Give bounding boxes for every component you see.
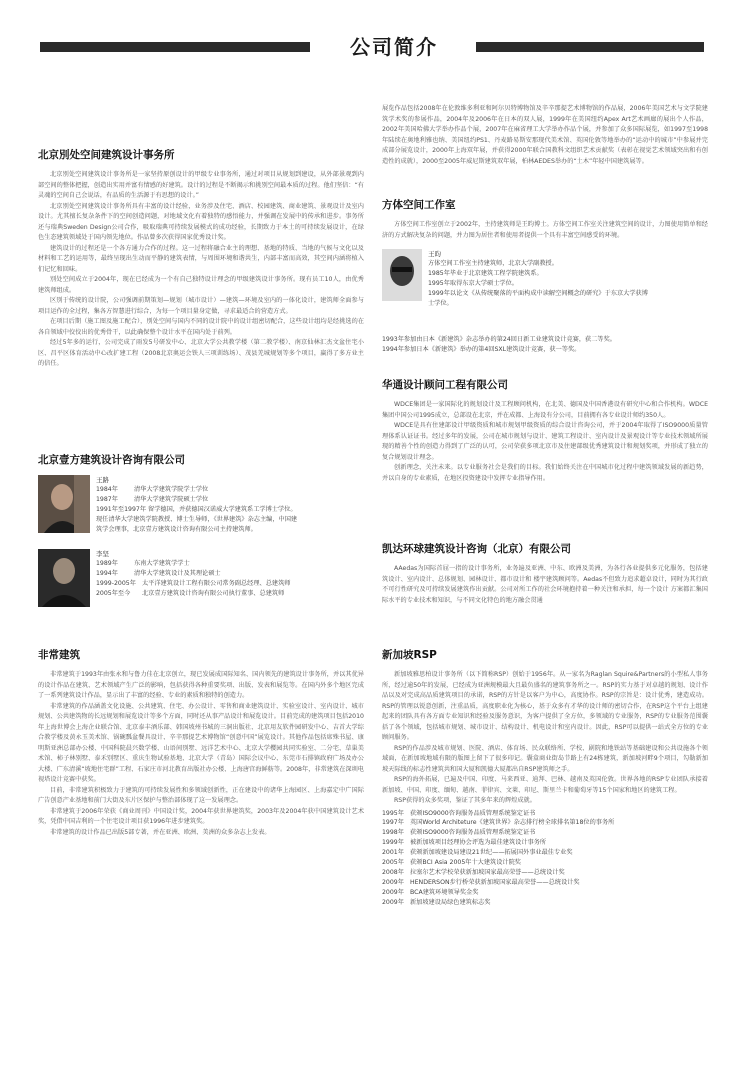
person-photo (38, 549, 90, 607)
person-name: 李坚 (96, 550, 109, 558)
section-bj (38, 148, 364, 370)
section-fangti: 方体空间工作室 方体空间工作室创立于2002年，主持建筑师是王昀博士。方体空间工作室关注建筑空间的设计，力图使用简单和经济的方式解决复杂的问题，并力图为居住者和使用者提供一个具有丰富空间感受的环境。 王昀 方体空间工作室主持建筑师，北京大学副教授。 1985年毕业于北京建筑工程学院建筑系。 1995年取得东京大学硕士学位。 1999年以论文《从传统聚落的平面构成中读解空间概念的研究》于东京大学获博 士学位。 1993年参加由日本《新建筑》杂志举办的第24回日新工业建筑设计竞赛，获二等奖。 1994年参加日本《新建筑》举办的第4回SXL建筑设计竞赛，获一等奖。 (382, 199, 708, 353)
award-item: 2008年 拉塞尔艺术学校荣获新加坡国家最高荣誉——总统设计奖 (382, 868, 565, 876)
paragraph: 目前，非常建筑积极致力于建筑的可持续发展性和多领域创新性，正在建设中的诸华上海园区、上海嘉定中广国际广告创意产业基地和前门大街及东片区保护与整治部体现了这一发展理念。 (38, 786, 364, 804)
award-item: 2005年 获颁BCI Asia 2005年十大建筑设计院奖 (382, 859, 521, 867)
portrait-image (382, 249, 422, 301)
header-bar-right (476, 42, 704, 52)
paragraph: 北京別处空间建筑设计事务所是一家坚持原创设计的甲级专业事务所，通过对项目从规划到建设，从外部景观到内部空间的整体把握，创造出实用并富有情感的好建筑。设计的过程是不断揭示和挑别空间最本质的过程。他们坚信：“有灵魂的空间自己会说话，有品质的生活源于有思想的设计。” (38, 171, 364, 199)
paragraph: 非常建筑的设计作品已出版5部专著，并在亚洲、欧洲、美洲的众多杂志上发表。 (50, 828, 271, 836)
award-item: 1997年 英国World Architeture《建筑世界》杂志排行榜全球排名第18位的事务所 (382, 819, 615, 827)
paragraph: 新加坡雅思柏设计事务所（以下简称RSP）创始于1956年。从一家名为Raglan Squire&Partners的小型私人事务所，经过逾50年的发展，已经成为亚洲规模最大且最负盛名的建筑事务所之一。RSP的实力基于对卓越的规划、设计作品以及对完成高品质建筑项目的承诺，RSP的方针是以客户为中心，高度协作。RSP的宗旨是：设计优秀，建造成功。RSP的管理以锐意创新，注重品质，高度职业化为核心，基于众多有才华的设计师的密切合作，在RSP这个平台上组建起来的团队具有各方面专业知识和经验及服务意识，为客户提供了全方位，多领域的专业服务，RSP的专业服务范围囊括了各个领域，包括城市规划、城市设计、结构设计、机电设计和室内设计。因此，RSP可以提供一站式全方位的专业顾问服务。 (382, 671, 708, 741)
paragraph: RSP的作品涉及城市规划、医院、酒店、体育场、民众联络所、学校、剧院和地铁站等基础建设和公共设施各个领域面，在新加坡地域有限的版图上留下了很多印记。囊盒商业街岛节路上有24栋建筑，新加坡河畔9个项目，勾勒新加坡天际线的标志性建筑共和国大厦和凯德大厦都出自RSP建筑师之手。 (382, 744, 708, 773)
section-heading: 北京別处空间建筑设计事务所 (38, 149, 175, 161)
paragraph: RSP获得的众多奖项，鉴证了其多年来的辉煌成就。 (394, 797, 536, 804)
section-heading: 北京壹方建筑设计咨询有限公司 (38, 454, 185, 466)
section-heading: 凯达环球建筑设计咨询（北京）有限公司 (382, 543, 571, 555)
paragraph: 在项目后期（施工图及施工配合），別处空间与国内不同的设计院中的设计组密切配合，这些设计组均是经挑选的在各自领域中佼佼出的优秀骨干，以此确保整个设计水平在国内处于前列。 (38, 318, 364, 336)
award-item: 1998年 获颁ISO9000咨询服务品质管理系统鉴定证书 (382, 829, 536, 837)
paragraph: 区别于传统的设计院，公司强调前期策划—规划（城市设计）—建筑—环境及室内的一体化设计，建筑师全面参与项目运作的全过程，集各方智慧进行综合，为每一个项目量身定做，寻求最适合的营造方式。 (38, 297, 364, 315)
section-heading: 新加坡RSP (382, 649, 437, 661)
paragraph: WDCE是具有住建部设计甲级资质和城市规划甲级资质的综合设计咨询公司，并于2004年取得了ISO9000质量管理体系认证证书。经过多年的发展，公司在城市规划与设计、建筑工程设计、室内设计及景观设计等专业技术领域所展现的精善个性的创造力得到了广泛的认可，公司荣获多项北京市及住建部级优秀建筑设计和规划奖项，并形成了独立的复合规划设计理念。 (382, 422, 708, 461)
paragraph: 非常建筑于2006年荣获《商业周刊》中国设计奖，2004年获世界建筑奖，2003年及2004年获中国建筑设计艺术奖，凭借中国吉利的一个住宅设计项目获1996年进步建筑奖。 (38, 807, 364, 825)
person-photo (38, 475, 90, 533)
section-heading: 方体空间工作室 (382, 199, 456, 211)
paragraph: AAedas为国际首屈一指的设计事务所，业务遍及亚洲、中东、欧洲及美洲，为各行各业提供多元化服务，包括建筑设计、室内设计、总体规划、园林设计、都市设计和 楼宇建筑顾问等。Aedas不但致力追求超卓设计，同时为其行政不可行性研究及可持续发展建筑作出贡献。公司对所工作的社会环境抱持着一种关注和承担，每一个设计 方案都汇集国际水平的专业技术和知识，与不同文化特色的地方融会贯通 (382, 565, 708, 604)
section-wdce (382, 378, 708, 484)
award-item: 1995年 获颁ISO9000咨询服务品质管理系统鉴定证书 (382, 809, 536, 817)
page-header (40, 34, 704, 60)
header-bar-left (40, 42, 310, 52)
section-yihao (38, 453, 364, 617)
award-item: 2009年 HENDERSON步行桥荣获新加坡国家最高荣誉——总统设计奖 (382, 878, 580, 886)
section-rsp (382, 648, 708, 908)
person-photo (382, 249, 422, 301)
award-item: 1999年 被新加坡项目经理协会评选为最佳建筑设计事务所 (382, 839, 547, 847)
section-fc (38, 648, 364, 838)
page-title: 公司简介 (350, 35, 438, 59)
paragraph: 建筑设计的过程还是一个各方通力合作的过程。这一过程将融合业主的理想、基地的特质、当地的气候与文化以及材料和工艺的运用等，最终呈现出生动而平静的建筑表情，与周围环境和谐共生，内部丰富而高效，其空间内涵将植入们记忆和回味。 (38, 244, 364, 273)
award-item: 2009年 新加坡建设局绿色建筑标志奖 (382, 898, 491, 906)
person-name: 王昀 (428, 250, 441, 258)
section-heading: 非常建筑 (38, 649, 80, 661)
paragraph: 別处空间成立于2004年，现在已经成为一个有自己独特设计理念的甲级建筑设计事务所。现有员工10人，由优秀建筑师组成。 (38, 276, 364, 294)
awards-list (382, 809, 708, 908)
paragraph: 非常建筑于1993年由张永和与鲁力佳在北京创立，现已发展成国际知名、国内领先的建筑设计事务所，并以其优异的设计作品在建筑、艺术领域产生广泛的影响，包括获得各种重要奖项、出版、发表和展览等。在国内外多个地区完成了一系列建筑设计作品，显示出了丰富的经验、专业的素质和独特的创造力。 (38, 671, 364, 699)
award-item: 2009年 BCA建筑环境领导奖金奖 (382, 888, 479, 896)
paragraph: 北京別处空间建筑设计事务所具有丰富的设计经验，业务涉及住宅、酒店、校园建筑、商业建筑、景观设计及室内设计。尤其擅长复杂条件下的空间创造问题，对地域文化有着独特的感悟能力，并强调在发展中的传承和进步。事务所还与瑞典Sweden Design公司合作，吸取瑞典可持续发展模式的成功经验，长期致力于本土的可持续发展设计，在绿色生态建筑领域处于国内领先地位。作品曾多次获得国家优秀设计奖。 (38, 202, 364, 241)
paragraph: 方体空间工作室创立于2002年，主持建筑师是王昀博士。方体空间工作室关注建筑空间的设计，力图使用简单和经济的方式解决复杂的问题，并力图为居住者和使用者提供一个具有丰富空间感受的环境。 (382, 221, 708, 239)
award-item: 2001年 获颁新加坡建设局建设21世纪——拓展国外事业最佳专业奖 (382, 849, 573, 857)
person-name: 王路 (96, 476, 109, 484)
paragraph: 展览作品包括2008年在伦敦维多利亚和阿尔贝特博物馆及辛辛那提艺术博物馆的作品展，2006年美国艺术与文学院建筑学术奖的参展作品，2004年及2006年在日本的双人展，1999年在美国纽约Apex Art艺术画廊的展出个人作品，2002年美国哈佛大学举办作品个展，2007年在麻省理工大学举办作品个展，并参加了众多国际展览，如1997至1998年陆续在奥地利雅也纳、美国纽约PS1、丹麦路易斯安那现代美术馆、英国伦敦等地举办的“运动中的城市”中参展并完成部分展览设计，2000年上海双年展，并获得2000年联合国教科文组织艺术贡献奖（表彰在视觉艺术领域突出和有创造性的成就），2000至2005年威尼斯建筑双年展，柏林AEDES举办的“土木”年轻中国建筑展等。 (382, 105, 708, 165)
person-lijian: 李坚 1989年 东南大学建筑学学士 1994年 清华大学建筑设计及其理论硕士 1999-2005年 太平洋建筑设计工程有限公司常务副总经理、总建筑师 2005年至今 北京壹方建筑设计咨询有限公司执行董事、总建筑师 (38, 549, 364, 611)
paragraph: WDCE集团是一家国际化的规划设计及工程顾问机构，在北美、德国及中国香港设有研究中心和合作机构。WDCE集团中国公司1995成立，总部设在北京，并在成都、上海设有分公司，目前拥有各专业设计师约350人。 (382, 401, 708, 419)
paragraph: 非常建筑的作品涵盖文化设施、公共建筑、住宅、办公设计、零售和商业建筑设计、实验室设计、室内设计、城市规划、公共建筑物的长远规划和展览设计等多个方面，同时还从事产品设计和展览设计。目前完成的建筑项目包括2010年上海世博会上海企业联合馆、北京泰丰酒乐部、韩国坡州书城的三洞出版社、北京用友软件园研发中心、吉首大学综合教学楼及黄永玉美术馆、锅碗瓢盆餐具设计、辛辛那提艺术博物馆“创意中国”展览设计。其他作品包括席殊书屋、康明斯亚洲总部办公楼、中国科院晨兴数学楼、山语间别墅、远洋艺术中心、北京大学樱园共同实验室、二分宅、草巢美术馆、柿子林别墅、泰禾别墅区、重庆生物试验基地、北京大学（青岛）国际会议中心、东莞市石排镇政府广场及办公大楼、广东清溪“坡地住宅群”工程、石家庄市河北教育出版社办公楼、上海唐宫海鲜舫等。2008年，非常建筑在深圳电视塔设计竞赛中获奖。 (38, 702, 364, 783)
section-aedas (382, 542, 708, 606)
person-wangyun: 王昀 方体空间工作室主持建筑师，北京大学副教授。 1985年毕业于北京建筑工程学院建筑系。 1995年取得东京大学硕士学位。 1999年以论文《从传统聚落的平面构成中读解空间概念的研究》于东京大学获博 士学位。 (382, 249, 708, 329)
paragraph: RSP的海外拓展，已遍及中国、印度、马来西亚、迪拜、巴林、越南及英国伦敦。世界各地的RSP专业团队承接着新加坡、中国、印度、缅甸、越南、菲律宾、文莱、印尼、斯里兰卡和葡萄牙等15个国家和地区的建筑工程。 (382, 776, 708, 794)
section-fc-continued (382, 105, 708, 167)
portrait-image (38, 549, 90, 607)
section-heading: 华通设计顾问工程有限公司 (382, 379, 508, 391)
portrait-image (38, 475, 90, 533)
paragraph: 经过5年多的运行，公司完成了雨发5号研发中心、北京大学公共教学楼（第二教学楼）、南京仙林汇杰文盆住宅小区、昌平区体育活动中心改扩建工程（2008北京奥运会铁人三项训练场）、茂县羌城规划等多个项目，赢得了多方业主的信任。 (38, 339, 364, 367)
person-wanglu: 王路 1984年 清华大学建筑学院学士学位 1987年 清华大学建筑学院硕士学位 1991年至1997年 留学德国，并获德国汉诺威大学建筑系工学博士学位。 现任清华大学建筑学院教授、博士生导师，《世界建筑》杂志主编，中国建 筑学会理事，北京壹方建筑设计咨询有限公司主持建筑师。 (38, 475, 364, 537)
paragraph: 创新理念，关注未来。以专业服务社会是我们的目标。我们始终关注在中国城市化过程中建筑领域发展的新趋势，并以自身的专业素质，在地区投资建设中发挥专业指导作用。 (382, 464, 708, 482)
